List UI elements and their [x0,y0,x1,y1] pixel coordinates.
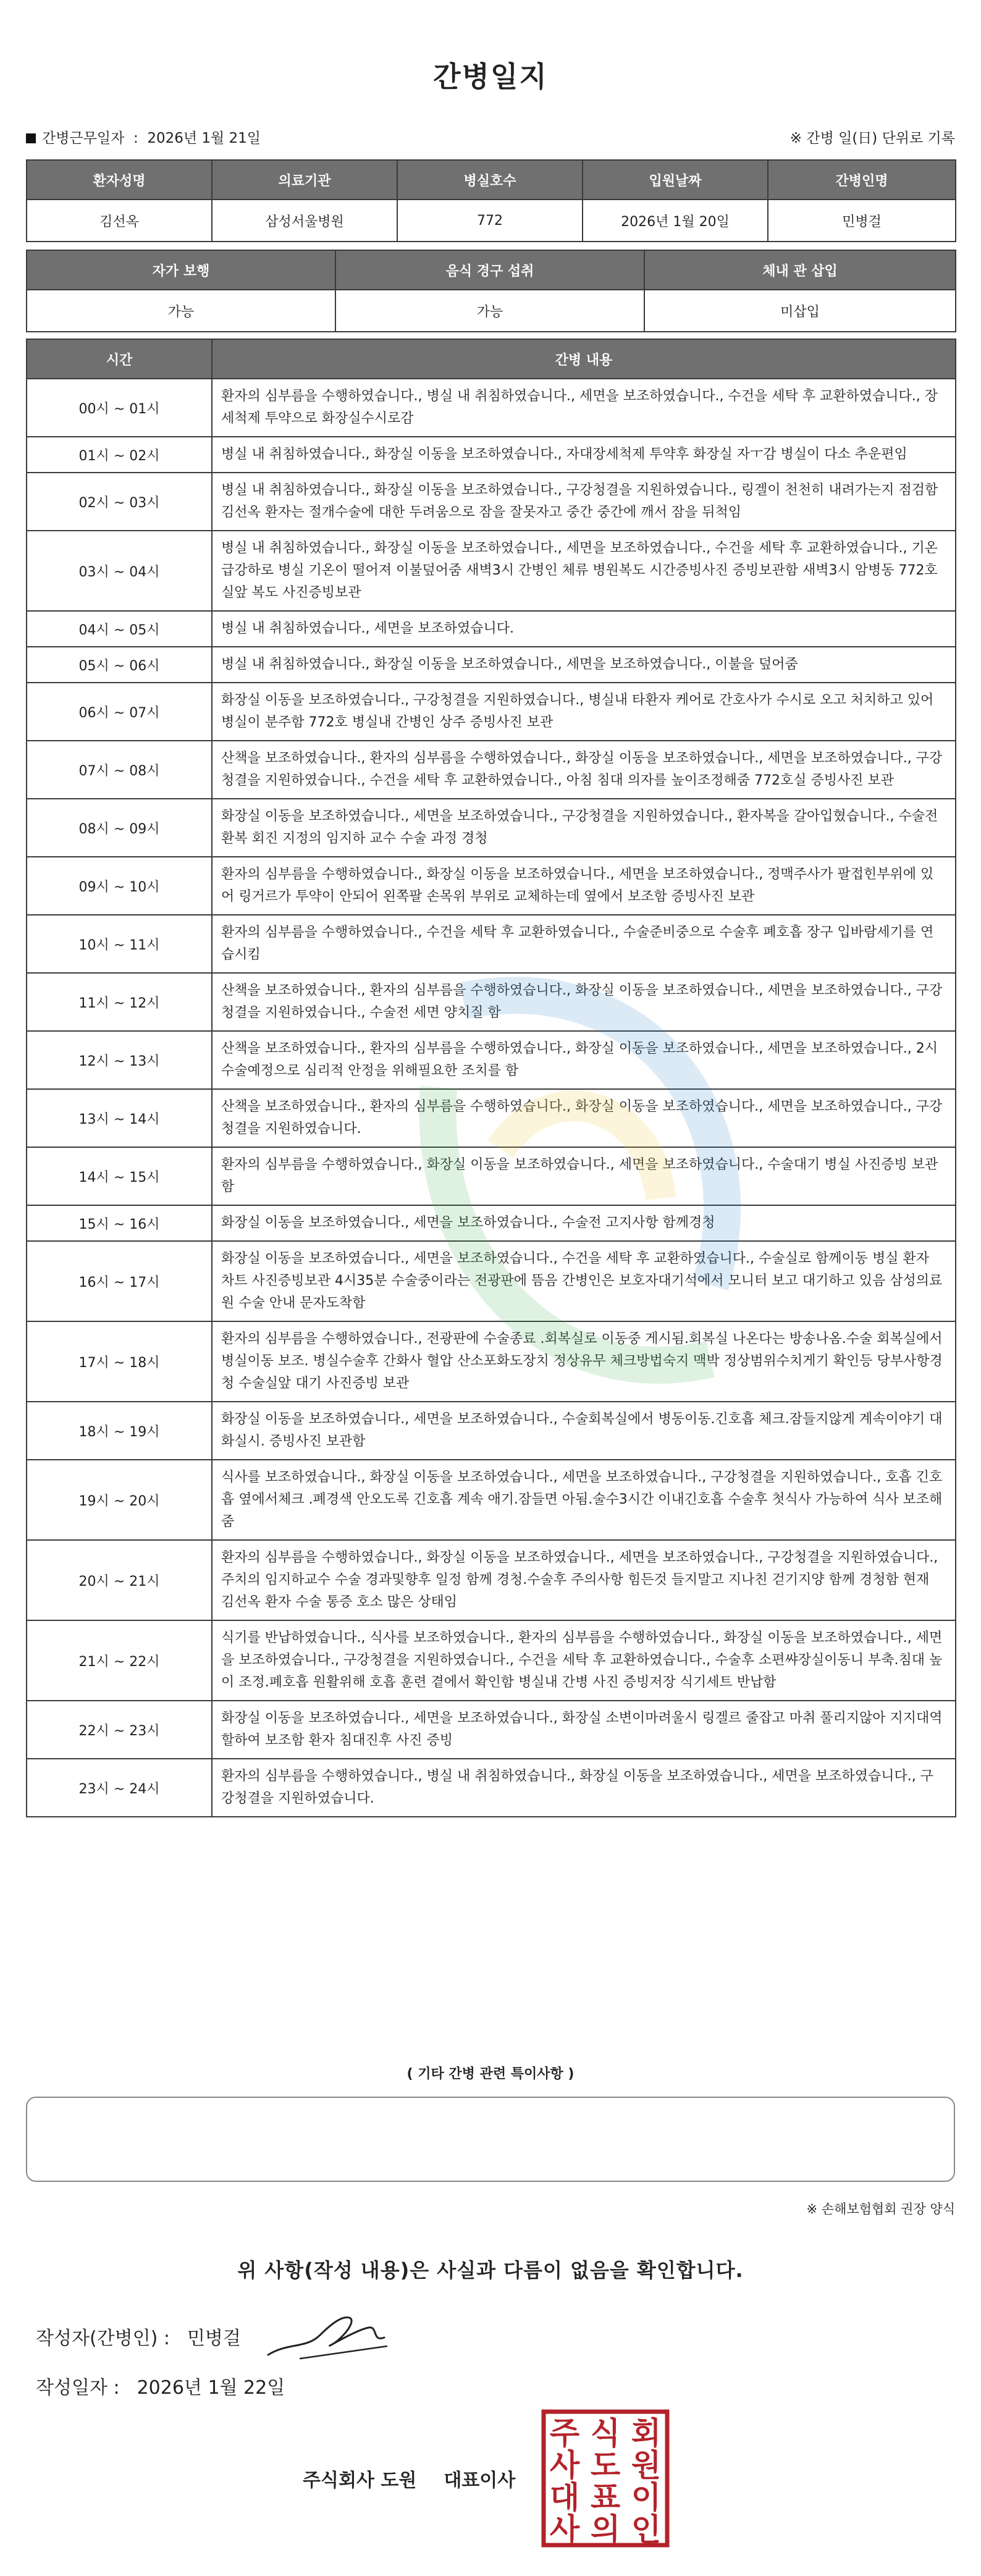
log-content: 환자의 심부름을 수행하였습니다., 화장실 이동을 보조하였습니다., 세면을 보조하였습니다., 수술대기 병실 사진증빙 보관함 [212,1147,956,1205]
hospital-name: 삼성서울병원 [212,200,397,242]
watermark-emblem [389,964,772,1433]
log-row [27,473,956,531]
work-date-sep: : [133,130,138,146]
log-time: 19시 ~ 20시 [27,1460,212,1540]
log-time: 08시 ~ 09시 [27,799,212,857]
log-row [27,741,956,799]
seal-glyph: 대 [549,2479,580,2515]
log-content: 화장실 이동을 보조하였습니다., 세면을 보조하였습니다., 수술전 고지사항 함께경청 [212,1205,956,1241]
seal-glyph: 사 [549,2511,580,2548]
patient-info-table [26,159,956,242]
walking-status: 가능 [27,290,335,332]
log-time: 02시 ~ 03시 [27,473,212,531]
written-date-label: 작성일자 : [36,2377,120,2399]
writer-label: 작성자(간병인) : [36,2328,170,2349]
log-content: 병실 내 취침하였습니다., 화장실 이동을 보조하였습니다., 구강청결을 지원하였습니다., 링겔이 천천히 내려가는지 점검함 김선옥 환자는 절개수술에 대한 두려움으로 잠을 잘못자고 중간 중간에 깨서 잠을 뒤척임 [212,473,956,531]
log-content: 병실 내 취침하였습니다., 화장실 이동을 보조하였습니다., 세면을 보조하였습니다., 수건을 세탁 후 교환하였습니다., 기온급강하로 병실 기온이 떨어져 이불덮어줌 새벽3시 간병인 체류 병원복도 시간증빙사진 증빙보관함 새벽3시 암병동 772호실앞 복도 사진증빙보관 [212,531,956,611]
log-content: 화장실 이동을 보조하였습니다., 세면을 보조하였습니다., 수술회복실에서 병동이동.긴호흡 체크.잠들지않게 계속이야기 대화실시. 증빙사진 보관함 [212,1402,956,1460]
work-date-label: 간병근무일자 [42,130,125,146]
form-note: ※ 손해보험협회 권장 양식 [806,2202,955,2216]
log-content: 식기를 반납하였습니다., 식사를 보조하였습니다., 환자의 심부름을 수행하였습니다., 화장실 이동을 보조하였습니다., 세면을 보조하였습니다., 구강청결을 지원하였습니다., 수건을 세탁 후 교환하였습니다., 수술후 소편쌰장실이동니 부축.침대 높이 조정.폐호흡 원활위해 호흡 훈련 곁에서 확인함 병실내 간병 사진 증빙저장 식기세트 반납함 [212,1620,956,1701]
log-row [27,437,956,473]
log-content: 산책을 보조하였습니다., 환자의 심부름을 수행하였습니다., 화장실 이동을 보조하였습니다., 세면을 보조하였습니다., 구강청결을 지원하였습니다., 수술전 세면 양치질 함 [212,973,956,1031]
seal-glyph: 회 [631,2415,662,2451]
seal-glyph: 인 [631,2511,662,2548]
log-time: 15시 ~ 16시 [27,1205,212,1241]
company-line [303,2465,515,2492]
page-title: 간병일지 [433,60,548,93]
header-tube-insertion: 체내 관 삽입 [644,250,956,290]
writer-name: 민병걸 [187,2328,241,2349]
signature-image [263,2305,393,2367]
work-date [26,127,261,147]
log-content: 병실 내 취침하였습니다., 화장실 이동을 보조하였습니다., 자대장세척제 투약후 화장실 자ㅜ감 병실이 다소 추운편임 [212,437,956,473]
log-time: 22시 ~ 23시 [27,1701,212,1759]
patient-name: 김선옥 [27,200,212,242]
log-time: 14시 ~ 15시 [27,1147,212,1205]
log-time: 09시 ~ 10시 [27,857,212,915]
header-patient-name: 환자성명 [27,160,212,200]
log-time: 13시 ~ 14시 [27,1089,212,1147]
log-time: 20시 ~ 21시 [27,1540,212,1620]
header-oral-intake: 음식 경구 섭취 [335,250,644,290]
company-seal-stamp [540,2408,671,2549]
log-time: 06시 ~ 07시 [27,683,212,741]
seal-glyph: 의 [590,2511,621,2548]
seal-glyph: 표 [590,2479,621,2515]
log-time: 21시 ~ 22시 [27,1620,212,1701]
log-time: 18시 ~ 19시 [27,1402,212,1460]
log-time: 05시 ~ 06시 [27,647,212,683]
header-care-content: 간병 내용 [212,339,956,379]
log-time: 07시 ~ 08시 [27,741,212,799]
log-content: 산책을 보조하였습니다., 환자의 심부름을 수행하였습니다., 화장실 이동을 보조하였습니다., 세면을 보조하였습니다., 2시 수술예정으로 심리적 안정을 위해필요한 조치를 함 [212,1031,956,1089]
written-date-line [36,2372,285,2399]
seal-glyph: 식 [590,2415,621,2451]
seal-glyph: 원 [631,2447,662,2483]
square-bullet-icon [26,133,36,143]
log-content: 산책을 보조하였습니다., 환자의 심부름을 수행하였습니다., 화장실 이동을 보조하였습니다., 세면을 보조하였습니다., 구강청결을 지원하였습니다., 수건을 세탁 후 교환하였습니다., 아침 침대 의자를 높이조정해줌 772호실 증빙사진 보관 [212,741,956,799]
log-row [27,1759,956,1817]
log-time: 11시 ~ 12시 [27,973,212,1031]
header-caregiver: 간병인명 [768,160,956,200]
log-content: 병실 내 취침하였습니다., 화장실 이동을 보조하였습니다., 세면을 보조하였습니다., 이불을 덮어줌 [212,647,956,683]
log-time: 01시 ~ 02시 [27,437,212,473]
log-row [27,1540,956,1620]
seal-glyph: 도 [590,2447,621,2483]
patient-status-table [26,250,956,332]
seal-glyph: 이 [631,2479,662,2515]
log-row [27,1701,956,1759]
room-number: 772 [397,200,583,242]
log-time: 17시 ~ 18시 [27,1321,212,1402]
caregiver-name: 민병걸 [768,200,956,242]
seal-glyph: 사 [549,2447,580,2483]
writer-line [36,2323,241,2350]
log-row [27,379,956,437]
log-time: 12시 ~ 13시 [27,1031,212,1089]
log-content: 화장실 이동을 보조하였습니다., 구강청결을 지원하였습니다., 병실내 타환자 케어로 간호사가 수시로 오고 처치하고 있어 병실이 분주함 772호 병실내 간병인 상주 증빙사진 보관 [212,683,956,741]
seal-glyph: 주 [549,2415,580,2451]
admission-date: 2026년 1월 20일 [583,200,768,242]
unit-note: ※ 간병 일(日) 단위로 기록 [789,130,955,146]
header-admission-date: 입원날짜 [583,160,768,200]
log-row [27,1620,956,1701]
tube-insertion-status: 미삽입 [644,290,956,332]
header-time: 시간 [27,339,212,379]
log-content: 화장실 이동을 보조하였습니다., 세면을 보조하였습니다., 화장실 소변이마려울시 링겔르 줄잡고 마취 풀리지않아 지지대역할하여 보조함 환자 침대진후 사진 증빙 [212,1701,956,1759]
log-content: 화장실 이동을 보조하였습니다., 세면을 보조하였습니다., 수건을 세탁 후 교환하였습니다., 수술실로 함께이동 병실 환자 차트 사진증빙보관 4시35분 수술중이라는 전광판에 뜸음 간병인은 보호자대기석에서 모니터 보고 대기하고 있음 삼성의료원 수술 안내 문자도착함 [212,1241,956,1321]
oral-intake-status: 가능 [335,290,644,332]
header-walking: 자가 보행 [27,250,335,290]
log-content: 환자의 심부름을 수행하였습니다., 화장실 이동을 보조하였습니다., 세면을 보조하였습니다., 구강청결을 지원하였습니다., 주치의 임지하교수 수술 경과및향후 일정 함께 경청.수술후 주의사항 힘든것 들지말고 지나친 걷기지양 함께 경청함 현재 김선옥 환자 수술 통증 호소 많은 상태임 [212,1540,956,1620]
log-row [27,857,956,915]
log-time: 23시 ~ 24시 [27,1759,212,1817]
log-row [27,683,956,741]
log-content: 병실 내 취침하였습니다., 세면을 보조하였습니다. [212,611,956,647]
log-row [27,611,956,647]
log-time: 04시 ~ 05시 [27,611,212,647]
header-room: 병실호수 [397,160,583,200]
header-hospital: 의료기관 [212,160,397,200]
log-time: 16시 ~ 17시 [27,1241,212,1321]
log-row [27,647,956,683]
log-content: 환자의 심부름을 수행하였습니다., 화장실 이동을 보조하였습니다., 세면을 보조하였습니다., 정맥주사가 팔접힌부위에 있어 링거르가 투약이 안되어 왼쪽팔 손목위 부위로 교체하는데 옆에서 보조함 증빙사진 보관 [212,857,956,915]
log-row [27,799,956,857]
log-content: 식사를 보조하였습니다., 화장실 이동을 보조하였습니다., 세면을 보조하였습니다., 구강청결을 지원하였습니다., 호흡 긴호흡 옆에서체크 .폐경색 안오도록 긴호흡 계속 애기.잠들면 아됨.술수3시간 이내긴호흡 수술후 첫식사 가능하여 식사 보조해줌 [212,1460,956,1540]
log-content: 환자의 심부름을 수행하였습니다., 전광판에 수술종료 .회복실로 이동중 게시됨.회복실 나온다는 방송나옴.수술 회복실에서 병실이동 보조. 병실수술후 간화사 혈압 산소포화도장치 정상유무 체크방법숙지 맥박 정상범위수치게기 확인등 당부사항경청 수술실앞 대기 사진증빙 보관 [212,1321,956,1402]
log-content: 환자의 심부름을 수행하였습니다., 병실 내 취침하였습니다., 세면을 보조하였습니다., 수건을 세탁 후 교환하였습니다., 장세척제 투약으로 화장실수시로감 [212,379,956,437]
log-content: 환자의 심부름을 수행하였습니다., 병실 내 취침하였습니다., 화장실 이동을 보조하였습니다., 세면을 보조하였습니다., 구강청결을 지원하였습니다. [212,1759,956,1817]
log-time: 03시 ~ 04시 [27,531,212,611]
log-content: 산책을 보조하였습니다., 환자의 심부름을 수행하였습니다., 화장실 이동을 보조하였습니다., 세면을 보조하였습니다., 구강청결을 지원하였습니다. [212,1089,956,1147]
log-content: 화장실 이동을 보조하였습니다., 세면을 보조하였습니다., 구강청결을 지원하였습니다., 환자복을 갈아입혔습니다., 수술전 환복 회진 지정의 임지하 교수 수술 과정 경청 [212,799,956,857]
confirmation-text: 위 사항(작성 내용)은 사실과 다름이 없음을 확인합니다. [237,2258,744,2282]
work-date-value: 2026년 1월 21일 [147,130,261,146]
company-name: 주식회사 도원 [303,2470,417,2491]
ceo-label: 대표이사 [444,2470,516,2491]
etc-notes-box [26,2097,955,2182]
log-row [27,531,956,611]
log-row [27,1460,956,1540]
log-time: 10시 ~ 11시 [27,915,212,973]
etc-notes-title: ( 기타 간병 관련 특이사항 ) [406,2066,575,2082]
log-content: 환자의 심부름을 수행하였습니다., 수건을 세탁 후 교환하였습니다., 수술준비중으로 수술후 폐호흡 장구 입바람세기를 연습시킴 [212,915,956,973]
written-date-value: 2026년 1월 22일 [137,2377,285,2399]
log-time: 00시 ~ 01시 [27,379,212,437]
